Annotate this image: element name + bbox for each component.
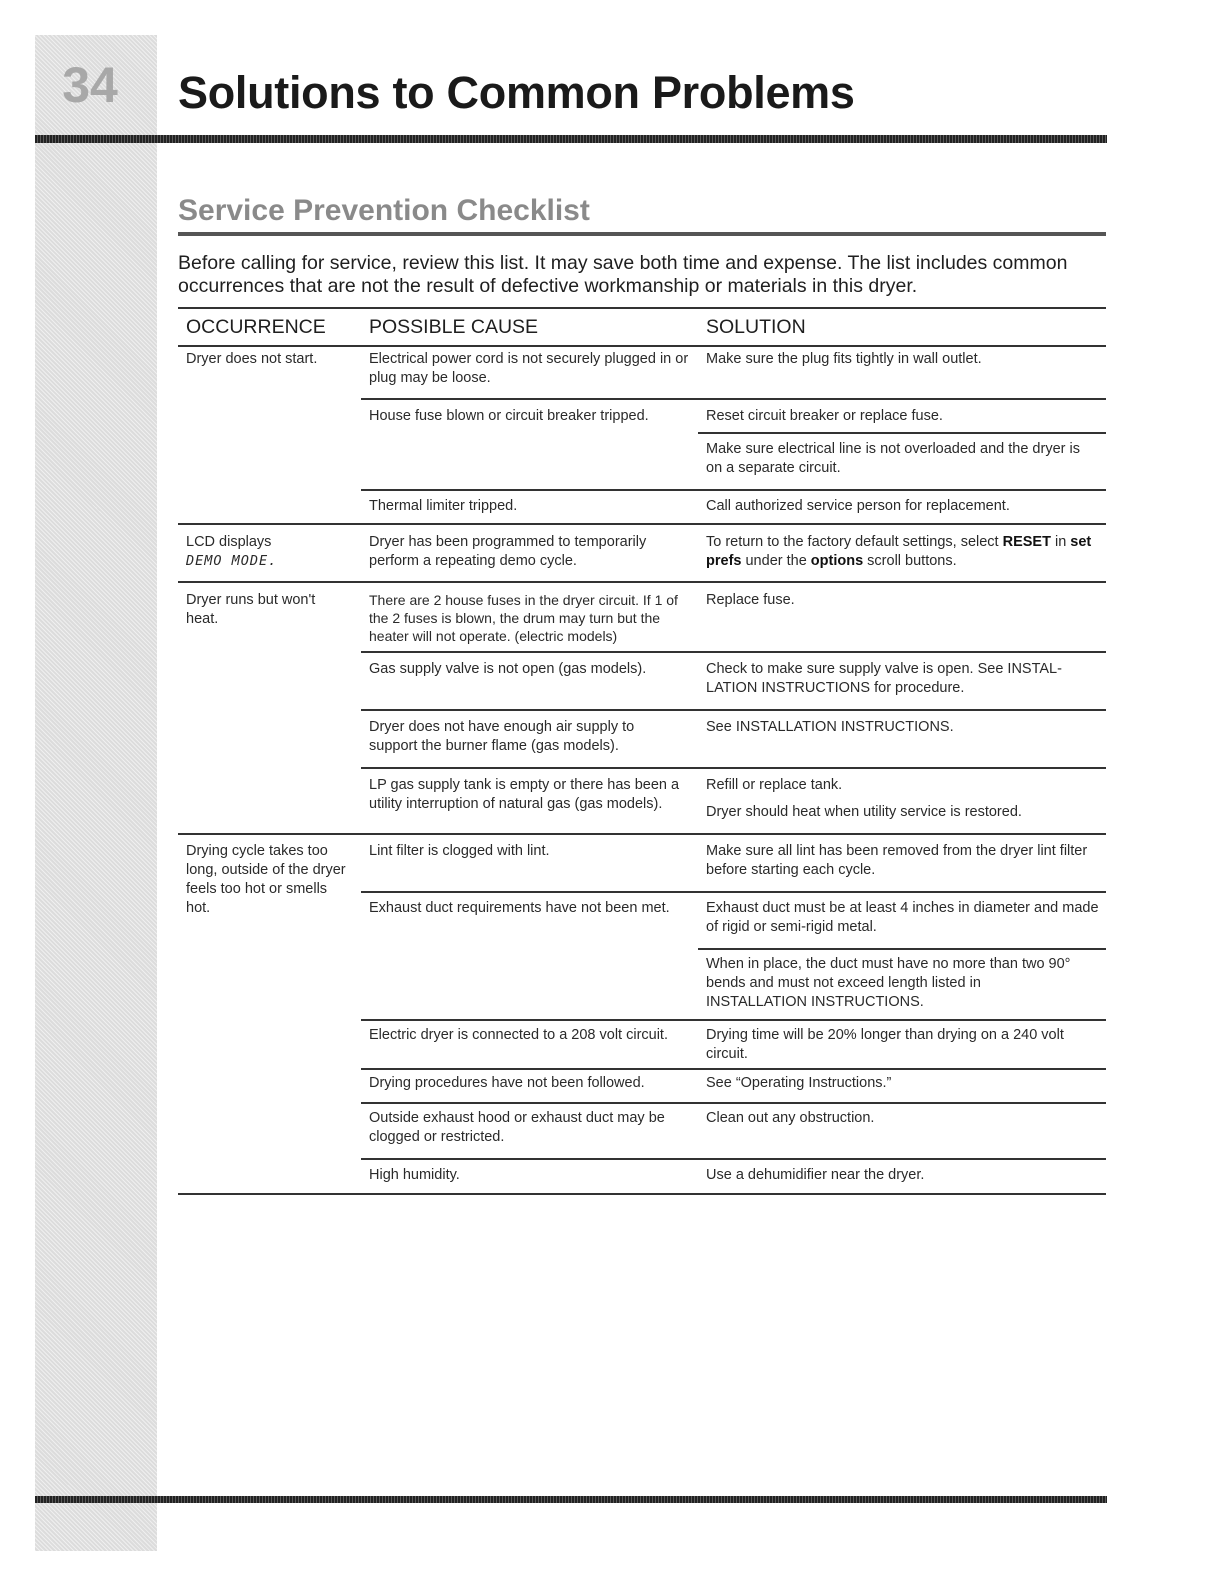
cause-demo-programmed: Dryer has been programmed to temporarily perform a repeating demo cycle. bbox=[369, 534, 647, 569]
title-rule bbox=[35, 135, 1107, 143]
footer-rule bbox=[35, 1496, 1107, 1503]
header-solution: SOLUTION bbox=[706, 316, 806, 338]
page-side-band bbox=[35, 35, 157, 1551]
table-header bbox=[178, 307, 1106, 347]
group-divider bbox=[178, 833, 1106, 835]
occurrence-dryer-not-start: Dryer does not start. bbox=[186, 351, 318, 367]
cause-house-fuses: There are 2 house fuses in the dryer circuit. If 1 of the 2 fuses is blown, the drum may turn but the heater will not operate. (electric models) bbox=[369, 592, 678, 644]
row-divider bbox=[361, 489, 1106, 491]
cause-thermal-limiter: Thermal limiter tripped. bbox=[369, 498, 518, 514]
cause-exhaust-duct: Exhaust duct requirements have not been met. bbox=[369, 900, 670, 916]
group-divider bbox=[178, 523, 1106, 525]
row-divider bbox=[361, 651, 1106, 653]
cause-high-humidity: High humidity. bbox=[369, 1167, 460, 1183]
header-occurrence: OCCURRENCE bbox=[186, 316, 326, 338]
row-divider bbox=[698, 432, 1106, 434]
solution-operating-instructions: See “Operating Instructions.” bbox=[706, 1075, 892, 1091]
occurrence-no-heat: Dryer runs but won't heat. bbox=[186, 592, 316, 627]
header-possible-cause: POSSIBLE CAUSE bbox=[369, 316, 539, 338]
solution-duct-bends: When in place, the duct must have no more than two 90° bends and must not exceed length listed in INSTALLATION INSTRUCTIONS. bbox=[706, 956, 1071, 1010]
row-divider bbox=[361, 767, 1106, 769]
solution-clean-obstruction: Clean out any obstruction. bbox=[706, 1110, 875, 1126]
section-heading: Service Prevention Checklist bbox=[178, 194, 590, 227]
table-bottom-rule bbox=[178, 1193, 1106, 1195]
row-divider bbox=[361, 709, 1106, 711]
cause-air-supply: Dryer does not have enough air supply to support the burner flame (gas models). bbox=[369, 719, 635, 754]
solution-20-percent: Drying time will be 20% longer than drying on a 240 volt circuit. bbox=[706, 1027, 1064, 1062]
group-divider bbox=[178, 581, 1106, 583]
row-divider bbox=[361, 1019, 1106, 1021]
set-prefs-keyword: set prefs bbox=[706, 534, 1092, 569]
solution-refill-tank: Refill or replace tank. bbox=[706, 777, 843, 793]
row-divider bbox=[361, 891, 1106, 893]
cause-lint-filter: Lint filter is clogged with lint. bbox=[369, 843, 550, 859]
solution-heat-restored: Dryer should heat when utility service is restored. bbox=[706, 804, 1022, 820]
cause-exhaust-hood: Outside exhaust hood or exhaust duct may be clogged or restricted. bbox=[369, 1110, 665, 1145]
page-number: 34 bbox=[62, 57, 118, 113]
row-divider bbox=[361, 398, 1106, 400]
solution-electrical-line: Make sure electrical line is not overloaded and the dryer is on a separate circuit. bbox=[706, 441, 1080, 476]
row-divider bbox=[698, 948, 1106, 950]
cause-lp-gas: LP gas supply tank is empty or there has been a utility interruption of natural gas (gas models). bbox=[369, 777, 680, 812]
solution-remove-lint: Make sure all lint has been removed from the dryer lint filter before starting each cycle. bbox=[706, 843, 1088, 878]
solution-text: in bbox=[1050, 534, 1071, 550]
lcd-demo-mode-text: DEMO MODE. bbox=[186, 553, 278, 569]
cause-208-volt: Electric dryer is connected to a 208 volt circuit. bbox=[369, 1027, 668, 1043]
intro-paragraph: Before calling for service, review this list. It may save both time and expense. The list includes common occurrences that are not the result of defective workmanship or materials in this dryer. bbox=[178, 252, 1068, 297]
section-rule bbox=[178, 232, 1106, 236]
solution-replace-fuse: Replace fuse. bbox=[706, 592, 795, 608]
occurrence-lcd-label: LCD displays bbox=[186, 534, 272, 550]
cause-procedures: Drying procedures have not been followed. bbox=[369, 1075, 645, 1091]
row-divider bbox=[361, 1102, 1106, 1104]
solution-text: To return to the factory default settings, select bbox=[706, 534, 1003, 550]
solution-text: under the bbox=[741, 553, 811, 569]
solution-duct-diameter: Exhaust duct must be at least 4 inches in diameter and made of rigid or semi-rigid metal. bbox=[706, 900, 1099, 935]
row-divider bbox=[361, 1158, 1106, 1160]
options-keyword: options bbox=[810, 553, 864, 569]
solution-check-valve: Check to make sure supply valve is open. See INSTAL-LATION INSTRUCTIONS for procedure. bbox=[706, 661, 1062, 696]
row-divider bbox=[361, 1068, 1106, 1070]
page-title: Solutions to Common Problems bbox=[178, 67, 855, 118]
solution-see-installation: See INSTALLATION INSTRUCTIONS. bbox=[706, 719, 954, 735]
solution-reset-breaker: Reset circuit breaker or replace fuse. bbox=[706, 408, 943, 424]
cause-fuse-breaker: House fuse blown or circuit breaker tripped. bbox=[369, 408, 649, 424]
occurrence-lcd-demo bbox=[186, 533, 356, 571]
solution-dehumidifier: Use a dehumidifier near the dryer. bbox=[706, 1167, 925, 1183]
cause-gas-valve: Gas supply valve is not open (gas models). bbox=[369, 661, 647, 677]
solution-plug-tight: Make sure the plug fits tightly in wall outlet. bbox=[706, 351, 982, 367]
cause-power-cord: Electrical power cord is not securely plugged in or plug may be loose. bbox=[369, 351, 689, 386]
solution-text: scroll buttons. bbox=[863, 553, 957, 569]
solution-factory-default bbox=[706, 533, 1101, 571]
solution-call-service: Call authorized service person for replacement. bbox=[706, 498, 1010, 514]
reset-keyword: RESET bbox=[1002, 534, 1051, 550]
checklist-table bbox=[178, 307, 1106, 1183]
occurrence-long-cycle: Drying cycle takes too long, outside of the dryer feels too hot or smells hot. bbox=[186, 843, 346, 916]
